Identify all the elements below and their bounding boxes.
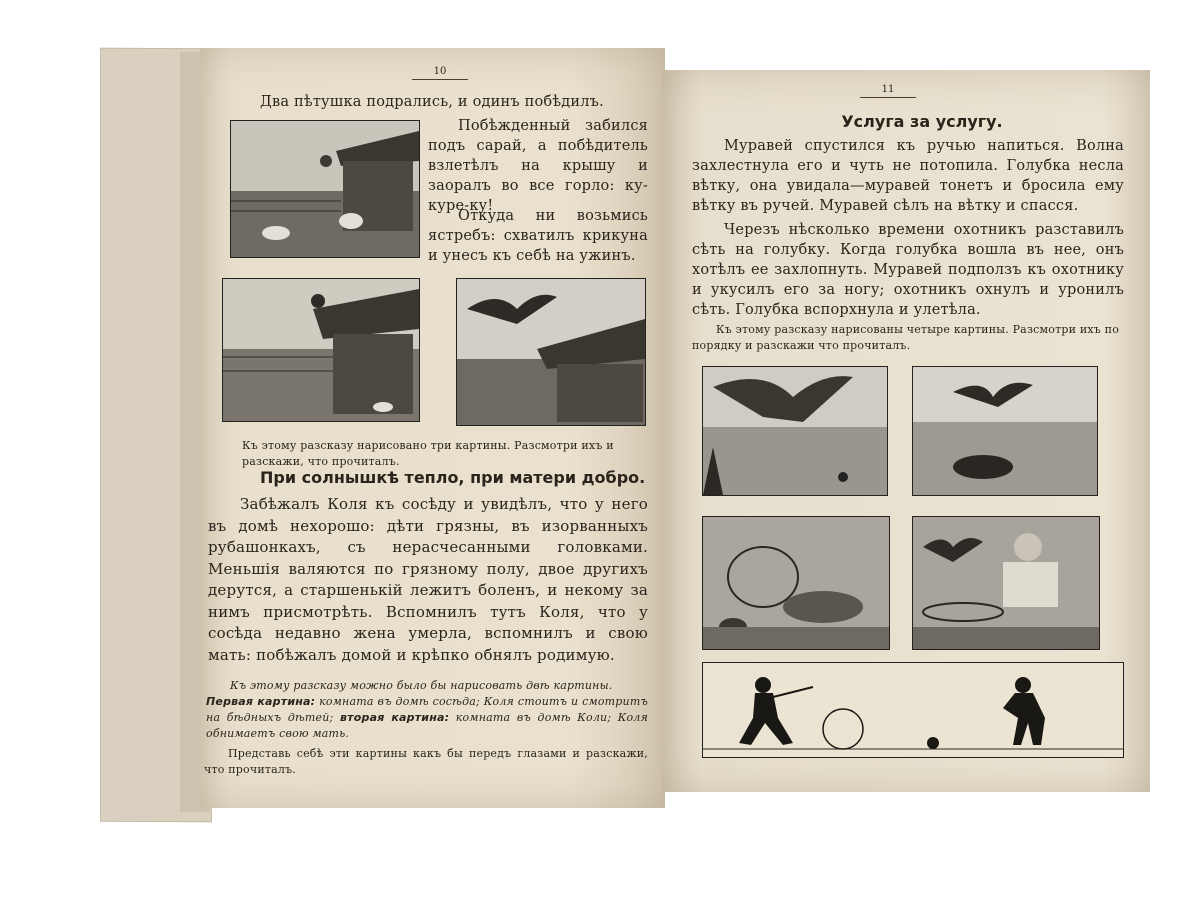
story2-title: При солнышкѣ тепло, при матери добро. bbox=[260, 468, 646, 487]
silhouette-strip-illustration bbox=[702, 662, 1124, 758]
note-intro: Къ этому разсказу можно было бы нарисовать двѣ картины. bbox=[230, 679, 613, 692]
page-number: 10 bbox=[412, 66, 468, 80]
hawk-illustration bbox=[456, 278, 646, 426]
page-number: 11 bbox=[860, 84, 916, 98]
second-picture-text: комната въ домѣ Коли; Коля обнимаетъ свою мать. bbox=[206, 711, 648, 740]
dove-flying-illustration bbox=[912, 366, 1098, 496]
story1-paragraph-2: Откуда ни возьмись ястребъ: схватилъ крикуна и унесъ къ себѣ на ужинъ. bbox=[428, 208, 648, 264]
dove-with-branch-illustration bbox=[702, 366, 888, 496]
story2-note bbox=[206, 678, 648, 742]
story1-caption: Къ этому разсказу нарисовано три картины. Разсмотри ихъ и разскажи, что прочиталъ. bbox=[242, 439, 614, 468]
story-caption: Къ этому разсказу нарисованы четыре картины. Разсмотри ихъ по порядку и разскажи что прочиталъ. bbox=[692, 323, 1120, 352]
first-picture-text: комната въ домѣ сосѣда; Коля стоитъ и смотритъ на бѣдныхъ дѣтей; bbox=[206, 695, 648, 724]
rooster-illustration bbox=[230, 120, 420, 258]
story-title: Услуга за услугу. bbox=[841, 112, 1003, 131]
story1-paragraph: Побѣжденный забился подъ сарай, а побѣдитель взлетѣлъ на крышу и заоралъ во все горло: ку-куре-ку! bbox=[428, 118, 648, 214]
right-page bbox=[662, 70, 1150, 792]
hunter-bitten-illustration bbox=[912, 516, 1100, 650]
story1-first-line: Два пѣтушка подрались, и одинъ побѣдилъ. bbox=[260, 94, 604, 110]
rooster-on-roof-illustration bbox=[222, 278, 420, 422]
story2-body: Забѣжалъ Коля къ сосѣду и увидѣлъ, что у него въ домѣ нехорошо: дѣти грязны, въ изорванныхъ рубашонкахъ, съ нерасчесанными головками. Меньшія валяются по грязному полу, двое другихъ дерутся, а старшенькій лежитъ боленъ, и некому за нимъ присмотрѣть. Вспомнилъ тутъ Коля, что у сосѣда недавно жена умерла, вспомнилъ и свою мать: побѣжалъ домой и крѣпко обнялъ родимую. bbox=[208, 495, 648, 664]
hunter-with-net-illustration bbox=[702, 516, 890, 650]
left-page bbox=[200, 48, 665, 808]
first-picture-label: Первая картина: bbox=[206, 695, 316, 708]
second-picture-label: вторая картина: bbox=[340, 711, 450, 724]
story2-closing: Представь себѣ эти картины какъ бы передъ глазами и разскажи, что прочиталъ. bbox=[204, 747, 648, 776]
story-paragraph-2: Черезъ нѣсколько времени охотникъ разставилъ сѣть на голубку. Когда голубка вошла въ нее, онъ хотѣлъ ее захлопнуть. Муравей подползъ къ охотнику и укусилъ его за ногу; охотникъ охнулъ и уронилъ сѣть. Голубка вспорхнула и улетѣла. bbox=[692, 222, 1124, 318]
story-paragraph-1: Муравей спустился къ ручью напиться. Волна захлестнула его и чуть не потопила. Голубка несла вѣтку, она увидала—муравей тонетъ и бросила ему вѣтку въ ручей. Муравей сѣлъ на вѣтку и спасся. bbox=[692, 138, 1124, 214]
